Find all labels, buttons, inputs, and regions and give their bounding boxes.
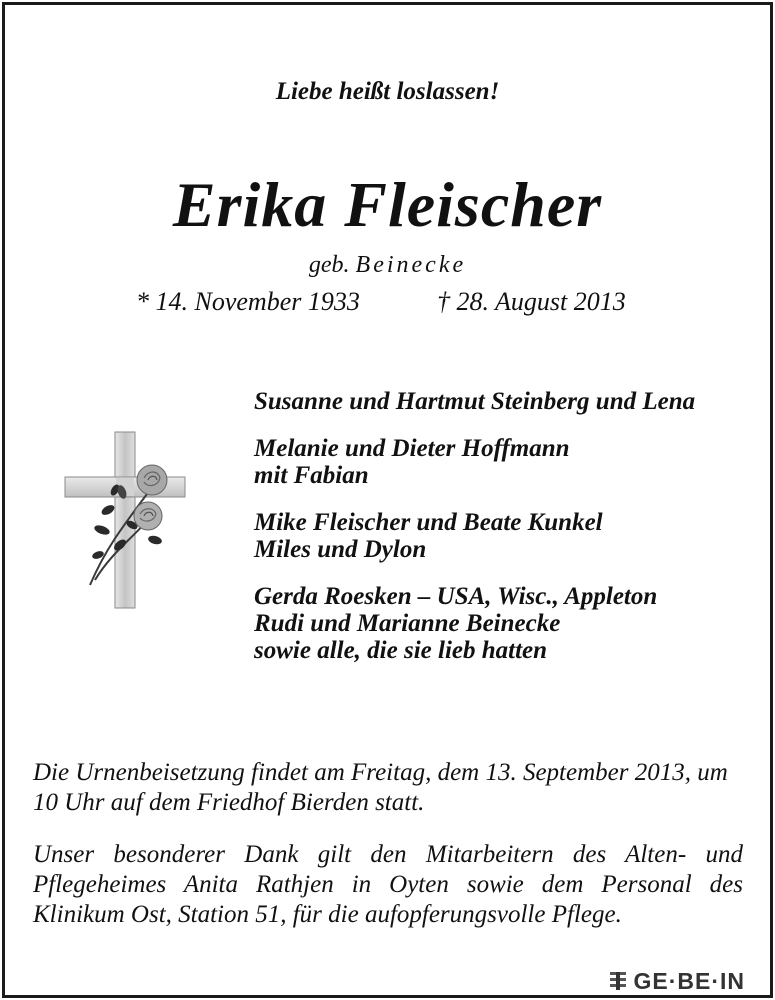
mourner-group (254, 583, 764, 664)
cross-with-roses-icon (60, 430, 190, 610)
thanks-notice: Unser besonderer Dank gilt den Mitarbeitern des Alten- und Pflegeheimes Anita Rathjen in Oyten sowie dem Personal des Klinikum Ost, Station 51, für die aufopferungsvolle Pflege. (33, 841, 743, 928)
logo-text: GE·BE·IN (633, 967, 745, 994)
logo-mark-icon (608, 970, 628, 992)
mourner-line: Rudi und Marianne Beinecke (254, 610, 561, 637)
mourner-group (254, 509, 764, 563)
birth-date: * 14. November 1933 (136, 287, 360, 316)
born-name-line (0, 252, 775, 279)
mourner-line: Mike Fleischer und Beate Kunkel (254, 509, 603, 536)
mourner-line: Miles und Dylon (254, 536, 427, 563)
mourner-group (254, 435, 764, 489)
mourner-line: sowie alle, die sie lieb hatten (254, 637, 548, 664)
motto: Liebe heißt loslassen! (275, 78, 500, 105)
born-prefix: geb. (308, 252, 350, 278)
mourner-line: Susanne und Hartmut Steinberg und Lena (254, 388, 696, 415)
mourner-group (254, 388, 764, 415)
publisher-logo (608, 966, 746, 996)
funeral-notice: Die Urnenbeisetzung findet am Freitag, dem 13. September 2013, um 10 Uhr auf dem Friedhof Bierden statt. (33, 759, 728, 816)
mourner-line: Melanie und Dieter Hoffmann (254, 435, 570, 462)
mourners-list (254, 388, 764, 684)
death-date: † 28. August 2013 (437, 287, 626, 316)
deceased-name: Erika Fleischer (172, 169, 603, 240)
mourner-line: mit Fabian (254, 462, 369, 489)
born-name: Beinecke (355, 252, 467, 278)
mourner-line: Gerda Roesken – USA, Wisc., Appleton (254, 583, 658, 610)
